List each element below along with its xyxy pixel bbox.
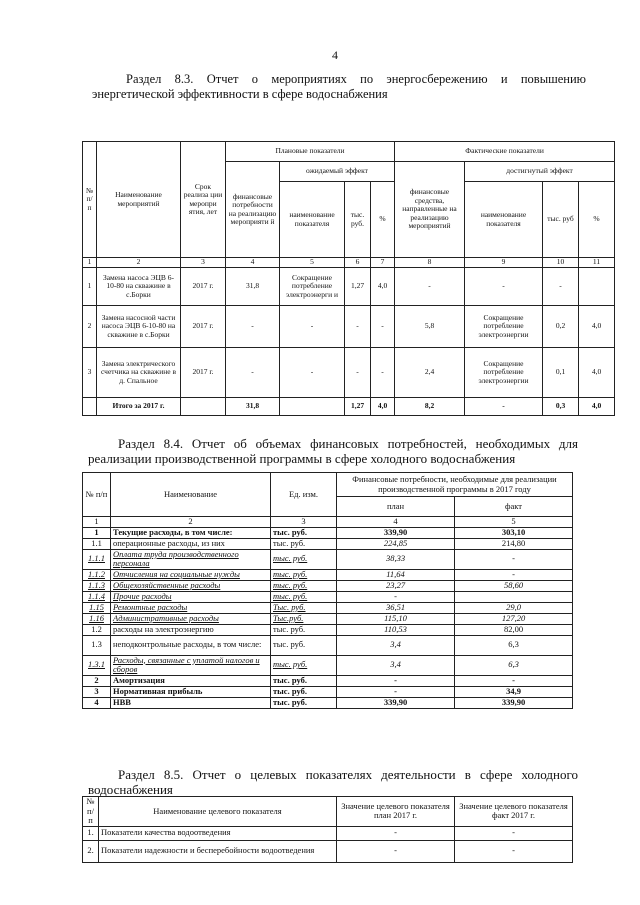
cell-num: 2 — [83, 675, 111, 686]
cell-name: Ремонтные расходы — [111, 602, 271, 613]
header-indicator-name: наименование показателя — [280, 182, 345, 258]
cell-fin-actual: - — [395, 268, 465, 306]
cell-name: Показатели качества водоотведения — [99, 826, 337, 840]
cell-plan: 3,4 — [337, 635, 455, 655]
cell-fin-planned: 31,8 — [226, 268, 280, 306]
cell-unit: Тыс.руб. — [271, 613, 337, 624]
cell-num: 1.1.4 — [83, 591, 111, 602]
cell-unit: тыс. руб. — [271, 527, 337, 538]
cell-unit: тыс. руб. — [271, 686, 337, 697]
cell-name: Расходы, связанные с уплатой налогов и сборов — [111, 655, 271, 675]
col-number: 9 — [465, 258, 543, 268]
total-thous-rub-2: 0,3 — [543, 398, 579, 416]
cell-fact: 29,0 — [455, 602, 573, 613]
header-fin-planned: финансовые потребности на реализацию мероприяти й — [226, 162, 280, 258]
table-row — [83, 527, 573, 538]
header-fact: Значение целевого показателя факт 2017 г. — [455, 797, 573, 827]
cell-indicator: - — [280, 348, 345, 398]
col-number: 4 — [337, 517, 455, 528]
cell-thous-rub-2: 0,1 — [543, 348, 579, 398]
cell-name: Оплата труда производственного персонала — [111, 549, 271, 569]
cell-fact: 82,00 — [455, 624, 573, 635]
cell-measure: Замена насоса ЭЦВ 6-10-80 на скважине в с.Борки — [97, 268, 181, 306]
cell-name: неподконтрольные расходы, в том числе: — [111, 635, 271, 655]
table-row — [83, 580, 573, 591]
cell-measure: Замена насосной части насоса ЭЦВ 6-10-80 на скважине в с.Борки — [97, 306, 181, 348]
header-plan: Значение целевого показателя план 2017 г. — [337, 797, 455, 827]
cell-fin-planned: - — [226, 348, 280, 398]
header-num: № п/ п — [83, 142, 97, 258]
table-row — [83, 348, 615, 398]
cell-num: 3 — [83, 348, 97, 398]
cell-fin-actual: 5,8 — [395, 306, 465, 348]
cell-thous-rub: 1,27 — [345, 268, 371, 306]
cell-fact: 214,80 — [455, 538, 573, 549]
table-row — [83, 675, 573, 686]
cell-fact: - — [455, 569, 573, 580]
table-row — [83, 538, 573, 549]
cell-name: НВВ — [111, 697, 271, 708]
cell-num: 1 — [83, 268, 97, 306]
cell-num: 1.15 — [83, 602, 111, 613]
col-number: 4 — [226, 258, 280, 268]
table-row — [83, 686, 573, 697]
cell-thous-rub-2: - — [543, 268, 579, 306]
cell-unit: тыс. руб. — [271, 635, 337, 655]
table-row — [83, 840, 573, 862]
header-name: Наименование мероприятий — [97, 142, 181, 258]
cell-unit: тыс. руб. — [271, 549, 337, 569]
cell-num: 1.2 — [83, 624, 111, 635]
header-fin: Финансовые потребности, необходимые для реализации производственной программы в 2017 году — [337, 473, 573, 497]
col-number: 10 — [543, 258, 579, 268]
table-row — [83, 268, 615, 306]
cell-unit: Тыс. руб. — [271, 602, 337, 613]
table-row — [83, 635, 573, 655]
header-achieved-effect: достигнутый эффект — [465, 162, 615, 182]
cell-measure: Замена электрического счетчика на скважине в д. Спальное — [97, 348, 181, 398]
cell-fact — [455, 591, 573, 602]
cell-fin-planned: - — [226, 306, 280, 348]
cell-indicator-2: Сокращение потребление электроэнергии — [465, 348, 543, 398]
energy-saving-table — [82, 141, 615, 416]
header-pct: % — [371, 182, 395, 258]
cell-plan: 3,4 — [337, 655, 455, 675]
header-plan: план — [337, 497, 455, 517]
table-row — [83, 613, 573, 624]
col-number: 7 — [371, 258, 395, 268]
cell-name: Административные расходы — [111, 613, 271, 624]
cell-name: расходы на электроэнергию — [111, 624, 271, 635]
cell-plan: 11,64 — [337, 569, 455, 580]
cell-pct: - — [371, 348, 395, 398]
cell-unit: тыс. руб. — [271, 675, 337, 686]
header-pct-2: % — [579, 182, 615, 258]
cell-name: операционные расходы, из них — [111, 538, 271, 549]
cell-unit: тыс. руб. — [271, 697, 337, 708]
total-fin-planned: 31,8 — [226, 398, 280, 416]
target-indicators-table — [82, 796, 573, 863]
table-row — [83, 591, 573, 602]
col-number: 6 — [345, 258, 371, 268]
header-num: № п/п — [83, 797, 99, 827]
table-row — [83, 697, 573, 708]
total-label: Итого за 2017 г. — [97, 398, 181, 416]
cell-num: 2 — [83, 306, 97, 348]
cell-num: 1.1.3 — [83, 580, 111, 591]
cell-name: Общехозяйственные расходы — [111, 580, 271, 591]
cell-pct: 4,0 — [371, 268, 395, 306]
column-number-row — [83, 258, 615, 268]
cell-unit: тыс. руб. — [271, 569, 337, 580]
cell-indicator-2: Сокращение потребление электроэнергии — [465, 306, 543, 348]
header-thous-rub: тыс. руб. — [345, 182, 371, 258]
cell-num: 1.3 — [83, 635, 111, 655]
header-unit: Ед. изм. — [271, 473, 337, 517]
section-8-5-title: Раздел 8.5. Отчет о целевых показателях деятельности в сфере холодного водоснабжения — [88, 767, 578, 797]
cell-num: 4 — [83, 697, 111, 708]
cell-plan: - — [337, 591, 455, 602]
header-thous-rub-2: тыс. руб — [543, 182, 579, 258]
total-pct-2: 4,0 — [579, 398, 615, 416]
cell-num: 2. — [83, 840, 99, 862]
cell-fact: 6,3 — [455, 655, 573, 675]
col-number: 2 — [97, 258, 181, 268]
cell-num — [83, 398, 97, 416]
table-row — [83, 549, 573, 569]
cell-plan: 110,53 — [337, 624, 455, 635]
total-fin-actual: 8,2 — [395, 398, 465, 416]
table-row — [83, 569, 573, 580]
cell-num: 1.1.2 — [83, 569, 111, 580]
cell-name: Показатели надежности и бесперебойности водоотведения — [99, 840, 337, 862]
cell-fin-actual: 2,4 — [395, 348, 465, 398]
total-row — [83, 398, 615, 416]
cell-unit: тыс. руб. — [271, 591, 337, 602]
cell-pct-2 — [579, 268, 615, 306]
cell-fact: 127,20 — [455, 613, 573, 624]
cell-num: 1 — [83, 527, 111, 538]
cell-plan: - — [337, 826, 455, 840]
cell-indicator: Сокращение потребление электроэнерги и — [280, 268, 345, 306]
cell-name: Отчисления на социальные нужды — [111, 569, 271, 580]
cell-indicator-2: - — [465, 268, 543, 306]
header-fin-actual: финансовые средства, направленные на реализацию мероприятий — [395, 162, 465, 258]
cell-pct: - — [371, 306, 395, 348]
cell-fact: - — [455, 675, 573, 686]
table-row — [83, 826, 573, 840]
cell-plan: 339,90 — [337, 527, 455, 538]
cell-term: 2017 г. — [181, 268, 226, 306]
cell-unit: тыс. руб. — [271, 538, 337, 549]
cell-plan: - — [337, 840, 455, 862]
col-number: 8 — [395, 258, 465, 268]
section-8-3-title: Раздел 8.3. Отчет о мероприятиях по энергосбережению и повышению энергетической эффективности в сфере водоснабжения — [92, 72, 586, 101]
cell-pct-2: 4,0 — [579, 306, 615, 348]
header-indicator-name-2: наименование показателя — [465, 182, 543, 258]
cell-plan: - — [337, 686, 455, 697]
cell-plan: 36,51 — [337, 602, 455, 613]
cell-fact: - — [455, 826, 573, 840]
cell-plan: 115,10 — [337, 613, 455, 624]
cell-name: Нормативная прибыль — [111, 686, 271, 697]
cell-term: 2017 г. — [181, 348, 226, 398]
total-indicator-2: - — [465, 398, 543, 416]
section-8-4-title: Раздел 8.4. Отчет об объемах финансовых потребностей, необходимых для реализации производственной программы в сфере холодного водоснабжения — [88, 436, 578, 466]
header-expected-effect: ожидаемый эффект — [280, 162, 395, 182]
col-number: 5 — [455, 517, 573, 528]
header-fact: факт — [455, 497, 573, 517]
cell-name: Текущие расходы, в том числе: — [111, 527, 271, 538]
cell-name: Амортизация — [111, 675, 271, 686]
total-pct: 4,0 — [371, 398, 395, 416]
header-name: Наименование — [111, 473, 271, 517]
col-number: 3 — [181, 258, 226, 268]
financial-needs-table — [82, 472, 573, 709]
cell-name: Прочие расходы — [111, 591, 271, 602]
cell-plan: 23,27 — [337, 580, 455, 591]
cell-num: 1. — [83, 826, 99, 840]
cell-plan: 38,33 — [337, 549, 455, 569]
cell-plan: 224,85 — [337, 538, 455, 549]
cell-fact: 34,9 — [455, 686, 573, 697]
cell-unit: тыс. руб. — [271, 655, 337, 675]
cell-fact: 303,10 — [455, 527, 573, 538]
table-row — [83, 624, 573, 635]
cell-fact: 339,90 — [455, 697, 573, 708]
cell-fact: - — [455, 549, 573, 569]
col-number: 2 — [111, 517, 271, 528]
header-name: Наименование целевого показателя — [99, 797, 337, 827]
col-number: 3 — [271, 517, 337, 528]
col-number: 11 — [579, 258, 615, 268]
cell-thous-rub-2: 0,2 — [543, 306, 579, 348]
cell-fact: 6,3 — [455, 635, 573, 655]
table-row — [83, 602, 573, 613]
header-actual: Фактические показатели — [395, 142, 615, 162]
cell-unit: тыс. руб. — [271, 624, 337, 635]
cell-num: 1.16 — [83, 613, 111, 624]
header-term: Срок реализа ции меропри ятия, лет — [181, 142, 226, 258]
cell-num: 1.1.1 — [83, 549, 111, 569]
total-thous-rub: 1,27 — [345, 398, 371, 416]
cell-term — [181, 398, 226, 416]
col-number: 1 — [83, 258, 97, 268]
table-row — [83, 655, 573, 675]
column-number-row — [83, 517, 573, 528]
cell-plan: - — [337, 675, 455, 686]
cell-num: 3 — [83, 686, 111, 697]
cell-fact: 58,60 — [455, 580, 573, 591]
cell-thous-rub: - — [345, 306, 371, 348]
cell-plan: 339,90 — [337, 697, 455, 708]
cell-thous-rub: - — [345, 348, 371, 398]
cell-unit: тыс. руб. — [271, 580, 337, 591]
cell-indicator — [280, 398, 345, 416]
cell-fact: - — [455, 840, 573, 862]
header-planned: Плановые показатели — [226, 142, 395, 162]
col-number: 1 — [83, 517, 111, 528]
cell-num: 1.3.1 — [83, 655, 111, 675]
cell-term: 2017 г. — [181, 306, 226, 348]
cell-pct-2: 4,0 — [579, 348, 615, 398]
header-num: № п/п — [83, 473, 111, 517]
page-number: 4 — [332, 48, 338, 62]
cell-indicator: - — [280, 306, 345, 348]
cell-num: 1.1 — [83, 538, 111, 549]
table-row — [83, 306, 615, 348]
col-number: 5 — [280, 258, 345, 268]
